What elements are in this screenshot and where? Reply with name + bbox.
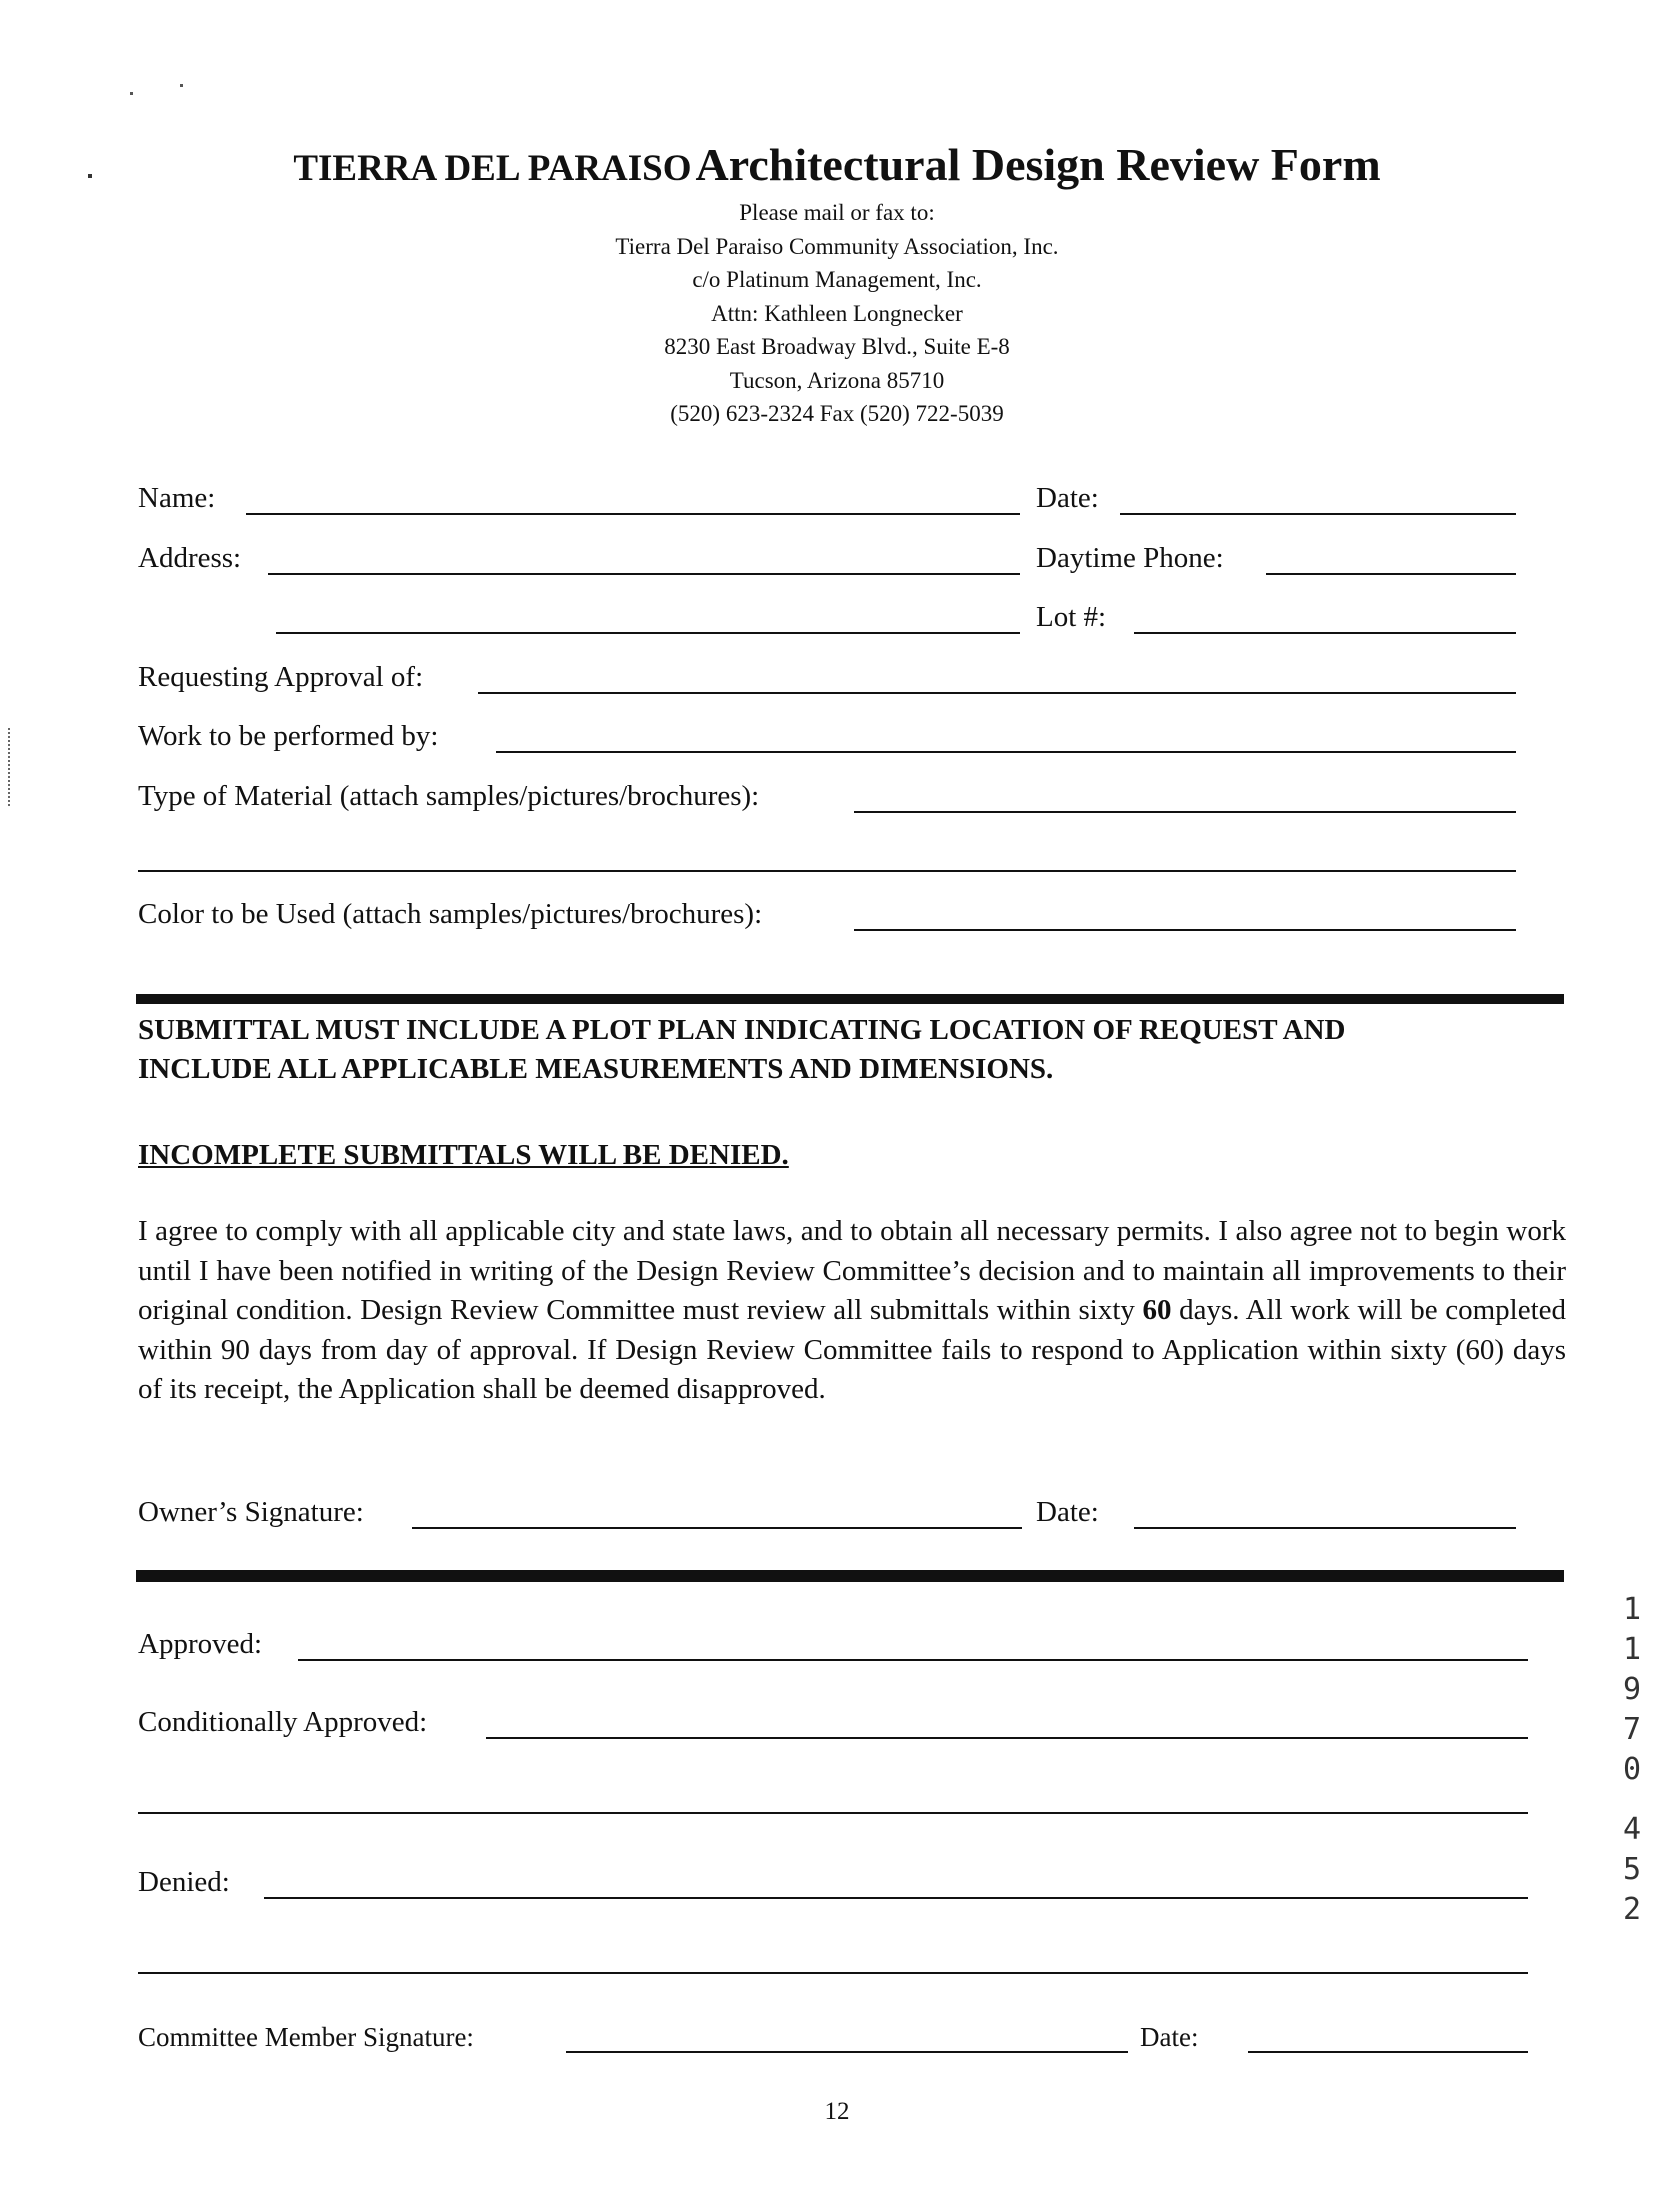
lot-label: Lot #: (1036, 601, 1107, 633)
owner-date-label: Date: (1036, 1496, 1099, 1528)
conditionally-approved-field-1[interactable] (486, 1737, 1528, 1739)
color-label: Color to be Used (attach samples/pictures/brochures): (138, 898, 763, 930)
daytime-phone-label: Daytime Phone: (1036, 542, 1224, 574)
owner-signature-label: Owner’s Signature: (138, 1496, 364, 1528)
agreement-text-1: I agree to comply with all applicable city and state laws, and to obtain all necessary permits. I also agree not to begin work until I have been notified in writing of the Design Review Committee’s decision and to maintain all improvements to their original condition. Design Review Committee must review all submittals within sixty (138, 1215, 1566, 1326)
daytime-phone-field[interactable] (1266, 573, 1516, 575)
work-performed-label: Work to be performed by: (138, 720, 439, 752)
scan-speck (180, 84, 183, 87)
stamp-digit: 5 (1622, 1852, 1642, 1887)
scan-edge-mark (8, 728, 12, 806)
committee-divider (136, 1570, 1564, 1582)
denied-field-2[interactable] (138, 1972, 1528, 1974)
address-line: Attn: Kathleen Longnecker (711, 300, 963, 326)
address-field-2[interactable] (276, 632, 1020, 634)
address-field-1[interactable] (268, 573, 1020, 575)
committee-date-field[interactable] (1248, 2051, 1528, 2053)
address-line: c/o Platinum Management, Inc. (692, 267, 982, 292)
material-field-1[interactable] (854, 811, 1516, 813)
stamp-digit: 7 (1622, 1712, 1642, 1747)
committee-signature-label: Committee Member Signature: (138, 2022, 474, 2052)
committee-signature-field[interactable] (566, 2051, 1128, 2053)
scan-speck (130, 92, 133, 95)
mailing-address (0, 196, 1674, 431)
stamp-digit: 0 (1622, 1752, 1642, 1787)
name-label: Name: (138, 482, 216, 514)
address-line: Please mail or fax to: (739, 200, 935, 225)
title-part1: TIERRA DEL PARAISO (293, 148, 692, 189)
owner-date-field[interactable] (1134, 1527, 1516, 1529)
recording-number-stamp (1612, 1590, 1652, 1930)
name-field[interactable] (246, 513, 1020, 515)
stamp-digit: 4 (1622, 1812, 1642, 1847)
address-line: (520) 623-2324 Fax (520) 722-5039 (670, 401, 1004, 426)
committee-date-label: Date: (1140, 2022, 1199, 2052)
agreement-text-2: days. All work will be completed within 90 days from day of approval. If Design Review Committee fails to respond to Application within sixty (60) days of its receipt, the Application shall be deemed disapproved. (138, 1294, 1566, 1405)
lot-field[interactable] (1134, 632, 1516, 634)
requesting-approval-field[interactable] (478, 692, 1516, 694)
conditionally-approved-field-2[interactable] (138, 1812, 1528, 1814)
notice-line: SUBMITTAL MUST INCLUDE A PLOT PLAN INDICATING LOCATION OF REQUEST AND (138, 1014, 1346, 1046)
approved-field[interactable] (298, 1659, 1528, 1661)
work-performed-field[interactable] (496, 751, 1516, 753)
address-label: Address: (138, 542, 242, 574)
denied-label: Denied: (138, 1866, 230, 1898)
scan-speck (88, 174, 92, 178)
color-field[interactable] (854, 929, 1516, 931)
date-label: Date: (1036, 482, 1099, 514)
notice-line: INCLUDE ALL APPLICABLE MEASUREMENTS AND DIMENSIONS. (138, 1053, 1054, 1085)
material-field-2[interactable] (138, 870, 1516, 872)
agreement-bold-number: 60 (1142, 1294, 1172, 1326)
title-part2: Architectural Design Review Form (695, 139, 1381, 190)
date-field[interactable] (1120, 513, 1516, 515)
address-line: 8230 East Broadway Blvd., Suite E-8 (664, 334, 1010, 359)
material-label: Type of Material (attach samples/pictures/brochures): (138, 780, 760, 812)
stamp-digit: 2 (1622, 1892, 1642, 1927)
plot-plan-notice (138, 1011, 1568, 1089)
incomplete-notice: INCOMPLETE SUBMITTALS WILL BE DENIED. (138, 1139, 789, 1171)
owner-signature-field[interactable] (412, 1527, 1022, 1529)
address-line: Tierra Del Paraiso Community Association, Inc. (615, 233, 1059, 259)
requesting-approval-label: Requesting Approval of: (138, 661, 424, 693)
stamp-digit: 1 (1622, 1592, 1642, 1627)
section-divider (136, 994, 1564, 1004)
stamp-digit: 1 (1622, 1632, 1642, 1667)
approved-label: Approved: (138, 1628, 263, 1660)
conditionally-approved-label: Conditionally Approved: (138, 1706, 428, 1738)
page-number: 12 (824, 2098, 850, 2125)
denied-field-1[interactable] (264, 1897, 1528, 1899)
agreement-paragraph (138, 1212, 1566, 1410)
address-line: Tucson, Arizona 85710 (729, 367, 945, 393)
form-title (0, 138, 1674, 191)
stamp-digit: 9 (1622, 1672, 1642, 1707)
